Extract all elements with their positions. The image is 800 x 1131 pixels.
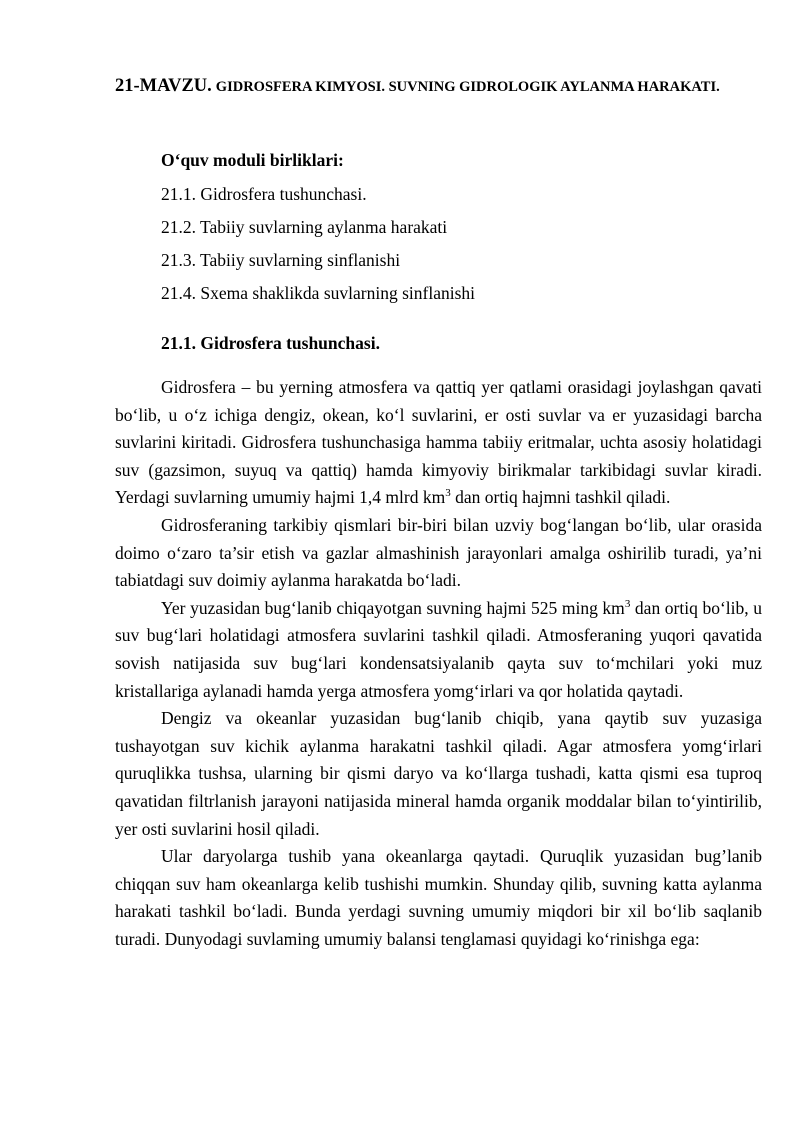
paragraph-text: Gidrosfera – bu yerning atmosfera va qattiq yer qatlami orasidagi joylashgan qavati bo‘lib, u o‘z ichiga dengiz, okean, ko‘l suvlarini, er osti suvlar va er yuzasidagi barcha suvlarini kiritadi. Gidrosfera tushunchasiga hamma tabiiy eritmalar, uchta asosiy holatidagi suv (gazsimon, suyuq va qattiq) hamda kimyoviy birikmalar tarkibidagi suvlar kiradi. Yerdagi suvlarning umumiy hajmi 1,4 mlrd km bbox=[115, 377, 762, 508]
paragraph-text: Yer yuzasidan bug‘lanib chiqayotgan suvning hajmi 525 ming km bbox=[161, 597, 625, 618]
module-unit-item: 21.3. Tabiiy suvlarning sinflanishi bbox=[161, 250, 401, 270]
paragraph: Dengiz va okeanlar yuzasidan bug‘lanib chiqib, yana qaytib suv yuzasiga tushayotgan suv kichik aylanma harakatni tashkil qiladi. Agar atmosfera yomg‘irlari quruqlikka tushsa, ularning bir qismi daryo va ko‘llarga tushadi, katta qismi esa tuproq qavatidan filtrlanish jarayoni natijasida mineral hamda organik moddalar bilan to‘yintirilib, yer osti suvlarini hosil qiladi. bbox=[115, 708, 762, 839]
module-unit-item: 21.4. Sxema shaklikda suvlarning sinflanishi bbox=[161, 283, 475, 303]
paragraph-text: dan ortiq bo‘lib, u suv bug‘lari holatidagi atmosfera suvlarini tashkil qiladi. Atmosferaning yuqori qavatida sovish natijasida suv bug‘lari kondensatsiyalanib qayta suv to‘mchilari yoki muz kristallariga aylanadi hamda yerga atmosfera yomg‘irlari va qor holatida qaytadi. bbox=[115, 597, 763, 701]
paragraph bbox=[115, 374, 762, 512]
module-units-list bbox=[115, 178, 762, 310]
topic-heading bbox=[115, 74, 762, 99]
paragraph bbox=[115, 595, 762, 705]
superscript: 3 bbox=[445, 487, 451, 500]
paragraph: Ular daryolarga tushib yana okeanlarga qaytadi. Quruqlik yuzasidan bug’lanib chiqqan suv ham okeanlarga kelib tushishi mumkin. Shunday qilib, suvning katta aylanma harakati tashkil bo‘ladi. Bunda yerdagi suvning umumiy miqdori bir xil bo‘lib saqlanib turadi. Dunyodagi suvlaming umumiy balansi tenglamasi quyidagi ko‘rinishga ega: bbox=[115, 846, 762, 949]
superscript: 3 bbox=[624, 597, 631, 610]
paragraph-text: dan ortiq hajmni tashkil qiladi. bbox=[450, 487, 671, 508]
body-text bbox=[115, 374, 762, 953]
module-unit-item: 21.1. Gidrosfera tushunchasi. bbox=[161, 184, 367, 204]
module-units-title: O‘quv moduli birliklari: bbox=[161, 150, 344, 170]
topic-number: 21-MAVZU. bbox=[115, 76, 212, 96]
section-heading: 21.1. Gidrosfera tushunchasi. bbox=[161, 333, 380, 353]
module-unit-item: 21.2. Tabiiy suvlarning aylanma harakati bbox=[161, 217, 448, 237]
paragraph: Gidrosferaning tarkibiy qismlari bir-biri bilan uzviy bog‘langan bo‘lib, ular orasida doimo o‘zaro ta’sir etish va gazlar almashinish jarayonlari amalga oshirilib turadi, ya’ni tabiatdagi suv doimiy aylanma harakatda bo‘ladi. bbox=[115, 514, 762, 591]
topic-title: GIDROSFERA KIMYOSI. SUVNING GIDROLOGIK AYLANMA HARAKATI. bbox=[215, 79, 720, 95]
